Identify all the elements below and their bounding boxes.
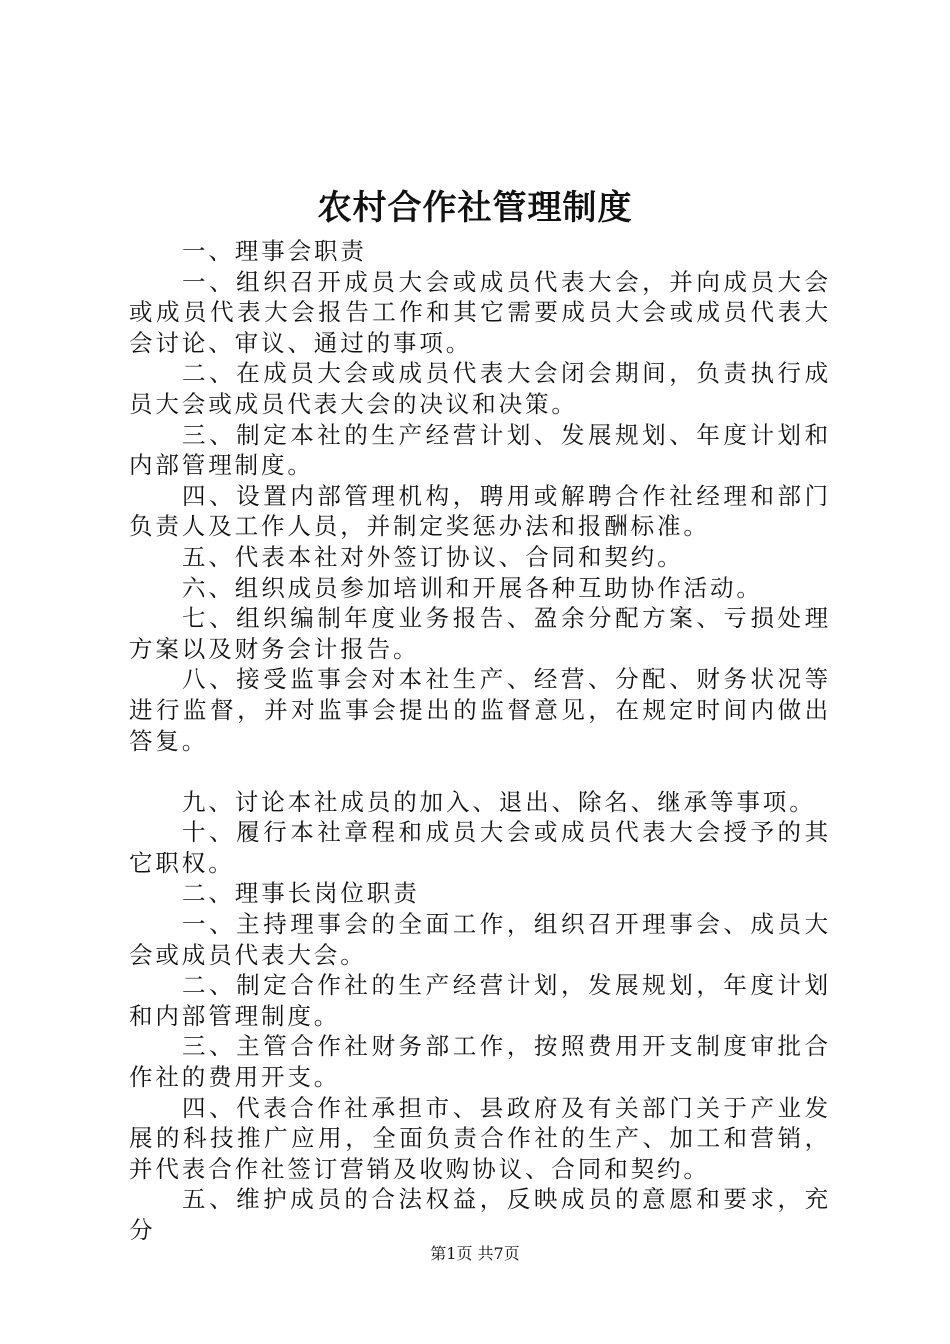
paragraph: 三、主管合作社财务部工作，按照费用开支制度审批合作社的费用开支。 xyxy=(129,1032,831,1092)
paragraph: 二、在成员大会或成员代表大会闭会期间，负责执行成员大会或成员代表大会的决议和决策。 xyxy=(129,359,831,418)
paragraph: 一、主持理事会的全面工作，组织召开理事会、成员大会或成员代表大会。 xyxy=(129,910,831,969)
paragraph: 五、代表本社对外签订协议、合同和契约。 xyxy=(182,542,684,571)
paragraph: 八、接受监事会对本社生产、经营、分配、财务状况等进行监督，并对监事会提出的监督意见，在规定时间内做出答复。 xyxy=(129,665,831,755)
paragraph: 二、制定合作社的生产经营计划，发展规划，年度计划和内部管理制度。 xyxy=(129,971,831,1030)
page-footer: 第1页 共7页 xyxy=(430,1244,520,1263)
page-title: 农村合作社管理制度 xyxy=(317,188,633,228)
paragraph: 七、组织编制年度业务报告、盈余分配方案、亏损处理方案以及财务会计报告。 xyxy=(129,604,831,663)
paragraph: 三、制定本社的生产经营计划、发展规划、年度计划和内部管理制度。 xyxy=(129,420,831,480)
document-body xyxy=(129,236,831,1246)
paragraph: 六、组织成员参加培训和开展各种互助协作活动。 xyxy=(182,573,763,602)
paragraph: 五、维护成员的合法权益，反映成员的意愿和要求，充分 xyxy=(129,1185,831,1244)
paragraph: 一、组织召开成员大会或成员代表大会，并向成员大会或成员代表大会报告工作和其它需要成员大会或成员代表大会讨论、审议、通过的事项。 xyxy=(129,267,831,357)
section-heading: 一、理事会职责 xyxy=(182,237,367,265)
blank-line xyxy=(129,756,831,787)
paragraph: 四、代表合作社承担市、县政府及有关部门关于产业发展的科技推广应用，全面负责合作社的生产、加工和营销，并代表合作社签订营销及收购协议、合同和契约。 xyxy=(129,1093,831,1183)
paragraph: 九、讨论本社成员的加入、退出、除名、继承等事项。 xyxy=(182,787,816,816)
paragraph: 十、履行本社章程和成员大会或成员代表大会授予的其它职权。 xyxy=(129,818,831,877)
paragraph: 四、设置内部管理机构，聘用或解聘合作社经理和部门负责人及工作人员，并制定奖惩办法和报酬标准。 xyxy=(129,481,831,541)
section-heading: 二、理事长岗位职责 xyxy=(182,879,420,908)
